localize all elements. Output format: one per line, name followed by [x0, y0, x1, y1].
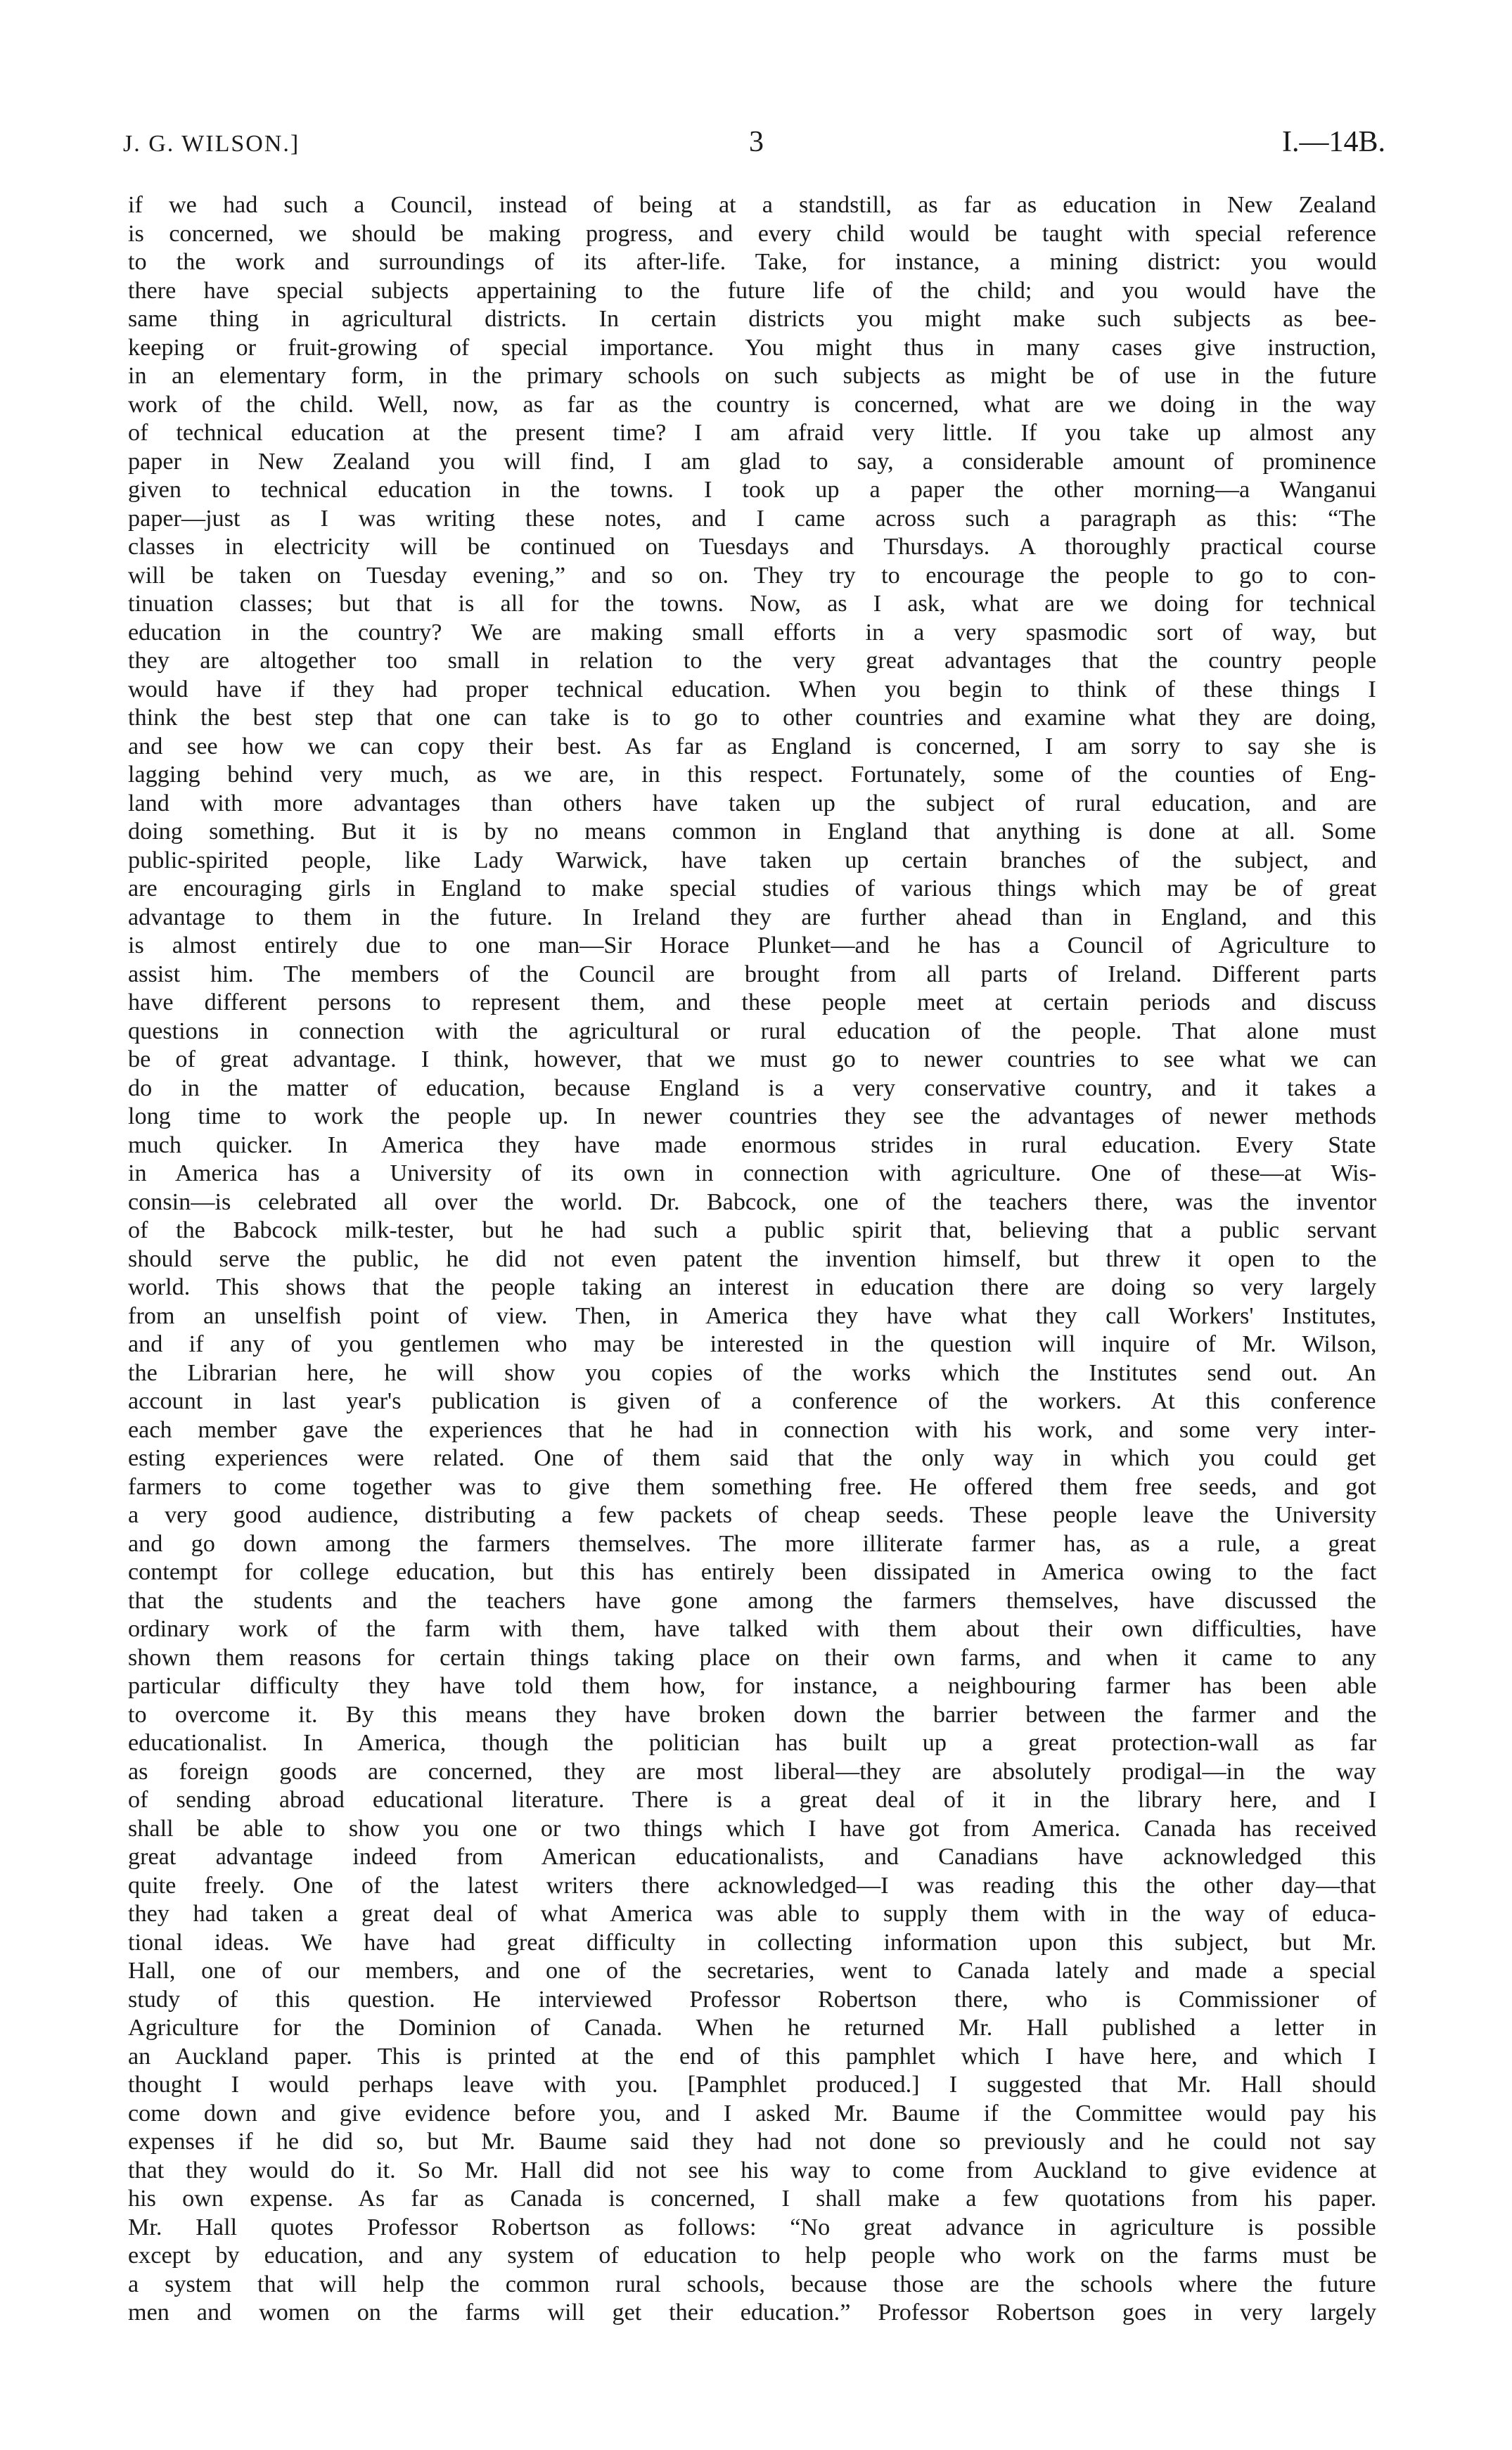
text-line: to overcome it. By this means they have broken down the barrier between the farmer and the [128, 1701, 1376, 1728]
text-line: farmers to come together was to give them something free. He offered them free seeds, and got [128, 1473, 1376, 1500]
text-line: they are altogether too small in relation to the very great advantages that the country people [128, 648, 1376, 674]
text-line: his own expense. As far as Canada is concerned, I shall make a few quotations from his paper. [128, 2186, 1376, 2212]
text-line: assist him. The members of the Council are brought from all parts of Ireland. Different parts [128, 961, 1376, 987]
text-line: a very good audience, distributing a few packets of cheap seeds. These people leave the University [128, 1502, 1376, 1528]
text-line: of technical education at the present time? I am afraid very little. If you take up almost any [128, 420, 1376, 446]
text-line: much quicker. In America they have made enormous strides in rural education. Every State [128, 1131, 1376, 1158]
text-line: an Auckland paper. This is printed at the end of this pamphlet which I have here, and which I [128, 2043, 1376, 2070]
text-line: questions in connection with the agricultural or rural education of the people. That alone must [128, 1018, 1376, 1044]
text-line: have different persons to represent them, and these people meet at certain periods and discuss [128, 989, 1376, 1015]
text-line: in America has a University of its own in connection with agriculture. One of these—at Wis- [128, 1160, 1376, 1186]
text-line: given to technical education in the towns. I took up a paper the other morning—a Wanganui [128, 477, 1376, 503]
text-line: of the Babcock milk-tester, but he had such a public spirit that, believing that a public servant [128, 1217, 1376, 1243]
text-line: paper—just as I was writing these notes, and I came across such a paragraph as this: “The [128, 505, 1376, 532]
text-line: a system that will help the common rural schools, because those are the schools where the future [128, 2271, 1376, 2297]
text-line: quite freely. One of the latest writers there acknowledged—I was reading this the other day—that [128, 1872, 1376, 1899]
text-line: that the students and the teachers have gone among the farmers themselves, have discussed the [128, 1587, 1376, 1614]
author-attribution: J. G. WILSON.] [123, 131, 300, 157]
text-line: paper in New Zealand you will find, I am glad to say, a considerable amount of prominence [128, 448, 1376, 475]
text-line: is concerned, we should be making progress, and every child would be taught with special reference [128, 220, 1376, 247]
text-line: in an elementary form, in the primary schools on such subjects as might be of use in the future [128, 363, 1376, 389]
text-line: to the work and surroundings of its after-life. Take, for instance, a mining district: you would [128, 249, 1376, 275]
text-line: that they would do it. So Mr. Hall did not see his way to come from Auckland to give evidence at [128, 2157, 1376, 2183]
text-line: each member gave the experiences that he had in connection with his work, and some very inter- [128, 1416, 1376, 1443]
text-line: Mr. Hall quotes Professor Robertson as follows: “No great advance in agriculture is possible [128, 2214, 1376, 2240]
text-line: there have special subjects appertaining to the future life of the child; and you would have the [128, 277, 1376, 304]
text-line: shown them reasons for certain things taking place on their own farms, and when it came to any [128, 1644, 1376, 1671]
text-line: contempt for college education, but this has entirely been dissipated in America owing to the fact [128, 1559, 1376, 1585]
text-line: doing something. But it is by no means common in England that anything is done at all. Some [128, 819, 1376, 845]
text-line: advantage to them in the future. In Ireland they are further ahead than in England, and this [128, 904, 1376, 930]
text-line: ordinary work of the farm with them, have talked with them about their own difficulties, have [128, 1616, 1376, 1642]
text-line: education in the country? We are making small efforts in a very spasmodic sort of way, but [128, 619, 1376, 646]
text-line: will be taken on Tuesday evening,” and so on. They try to encourage the people to go to con- [128, 562, 1376, 589]
text-line: think the best step that one can take is to go to other countries and examine what they are doing, [128, 705, 1376, 731]
page-number: 3 [749, 126, 764, 158]
text-line: men and women on the farms will get their education.” Professor Robertson goes in very largely [128, 2300, 1376, 2326]
text-line: educationalist. In America, though the politician has built up a great protection-wall as far [128, 1730, 1376, 1756]
text-line: tional ideas. We have had great difficulty in collecting information upon this subject, but Mr. [128, 1929, 1376, 1956]
text-line: account in last year's publication is given of a conference of the workers. At this conference [128, 1388, 1376, 1414]
text-line: thought I would perhaps leave with you. [Pamphlet produced.] I suggested that Mr. Hall should [128, 2072, 1376, 2098]
text-line: work of the child. Well, now, as far as the country is concerned, what are we doing in the way [128, 391, 1376, 418]
text-line: expenses if he did so, but Mr. Baume said they had not done so previously and he could not say [128, 2129, 1376, 2155]
text-line: public-spirited people, like Lady Warwick, have taken up certain branches of the subject, and [128, 847, 1376, 873]
text-line: as foreign goods are concerned, they are most liberal—they are absolutely prodigal—in the way [128, 1758, 1376, 1785]
text-line: consin—is celebrated all over the world. Dr. Babcock, one of the teachers there, was the inventor [128, 1188, 1376, 1215]
text-line: tinuation classes; but that is all for the towns. Now, as I ask, what are we doing for technical [128, 591, 1376, 617]
body-paragraph [128, 191, 1376, 2328]
text-line: are encouraging girls in England to make special studies of various things which may be of great [128, 876, 1376, 902]
document-reference: I.—14B. [1282, 126, 1385, 158]
text-line: if we had such a Council, instead of being at a standstill, as far as education in New Zealand [128, 192, 1376, 218]
text-line: be of great advantage. I think, however, that we must go to newer countries to see what we can [128, 1046, 1376, 1072]
text-line: Agriculture for the Dominion of Canada. When he returned Mr. Hall published a letter in [128, 2015, 1376, 2041]
text-line: land with more advantages than others have taken up the subject of rural education, and are [128, 790, 1376, 816]
text-line: come down and give evidence before you, and I asked Mr. Baume if the Committee would pay his [128, 2100, 1376, 2127]
text-line: of sending abroad educational literature. There is a great deal of it in the library here, and I [128, 1787, 1376, 1813]
text-line: should serve the public, he did not even patent the invention himself, but threw it open to the [128, 1245, 1376, 1272]
text-line: particular difficulty they have told them how, for instance, a neighbouring farmer has been able [128, 1673, 1376, 1699]
text-line: do in the matter of education, because England is a very conservative country, and it takes a [128, 1075, 1376, 1101]
text-line: lagging behind very much, as we are, in this respect. Fortunately, some of the counties of Eng- [128, 762, 1376, 788]
text-line: would have if they had proper technical education. When you begin to think of these things I [128, 676, 1376, 703]
text-line: long time to work the people up. In newer countries they see the advantages of newer methods [128, 1103, 1376, 1129]
text-line: great advantage indeed from American educationalists, and Canadians have acknowledged this [128, 1844, 1376, 1870]
text-line: and go down among the farmers themselves. The more illiterate farmer has, as a rule, a great [128, 1530, 1376, 1557]
text-line: and see how we can copy their best. As far as England is concerned, I am sorry to say she is [128, 733, 1376, 759]
text-line: keeping or fruit-growing of special importance. You might thus in many cases give instruction, [128, 334, 1376, 361]
text-line: study of this question. He interviewed Professor Robertson there, who is Commissioner of [128, 1986, 1376, 2013]
text-line: esting experiences were related. One of them said that the only way in which you could get [128, 1445, 1376, 1471]
running-header [123, 125, 1385, 167]
text-line: from an unselfish point of view. Then, in America they have what they call Workers' Institutes, [128, 1302, 1376, 1329]
text-line: except by education, and any system of education to help people who work on the farms must be [128, 2243, 1376, 2269]
text-line: they had taken a great deal of what America was able to supply them with in the way of educa- [128, 1901, 1376, 1927]
text-line: classes in electricity will be continued on Tuesdays and Thursdays. A thoroughly practical course [128, 534, 1376, 560]
text-line: same thing in agricultural districts. In certain districts you might make such subjects as bee- [128, 306, 1376, 332]
text-line: and if any of you gentlemen who may be interested in the question will inquire of Mr. Wilson, [128, 1331, 1376, 1357]
text-line: shall be able to show you one or two things which I have got from America. Canada has received [128, 1815, 1376, 1842]
text-line: world. This shows that the people taking an interest in education there are doing so very largely [128, 1274, 1376, 1300]
text-line: Hall, one of our members, and one of the secretaries, went to Canada lately and made a special [128, 1958, 1376, 1984]
text-line: is almost entirely due to one man—Sir Horace Plunket—and he has a Council of Agriculture to [128, 932, 1376, 958]
text-line: the Librarian here, he will show you copies of the works which the Institutes send out. An [128, 1359, 1376, 1386]
